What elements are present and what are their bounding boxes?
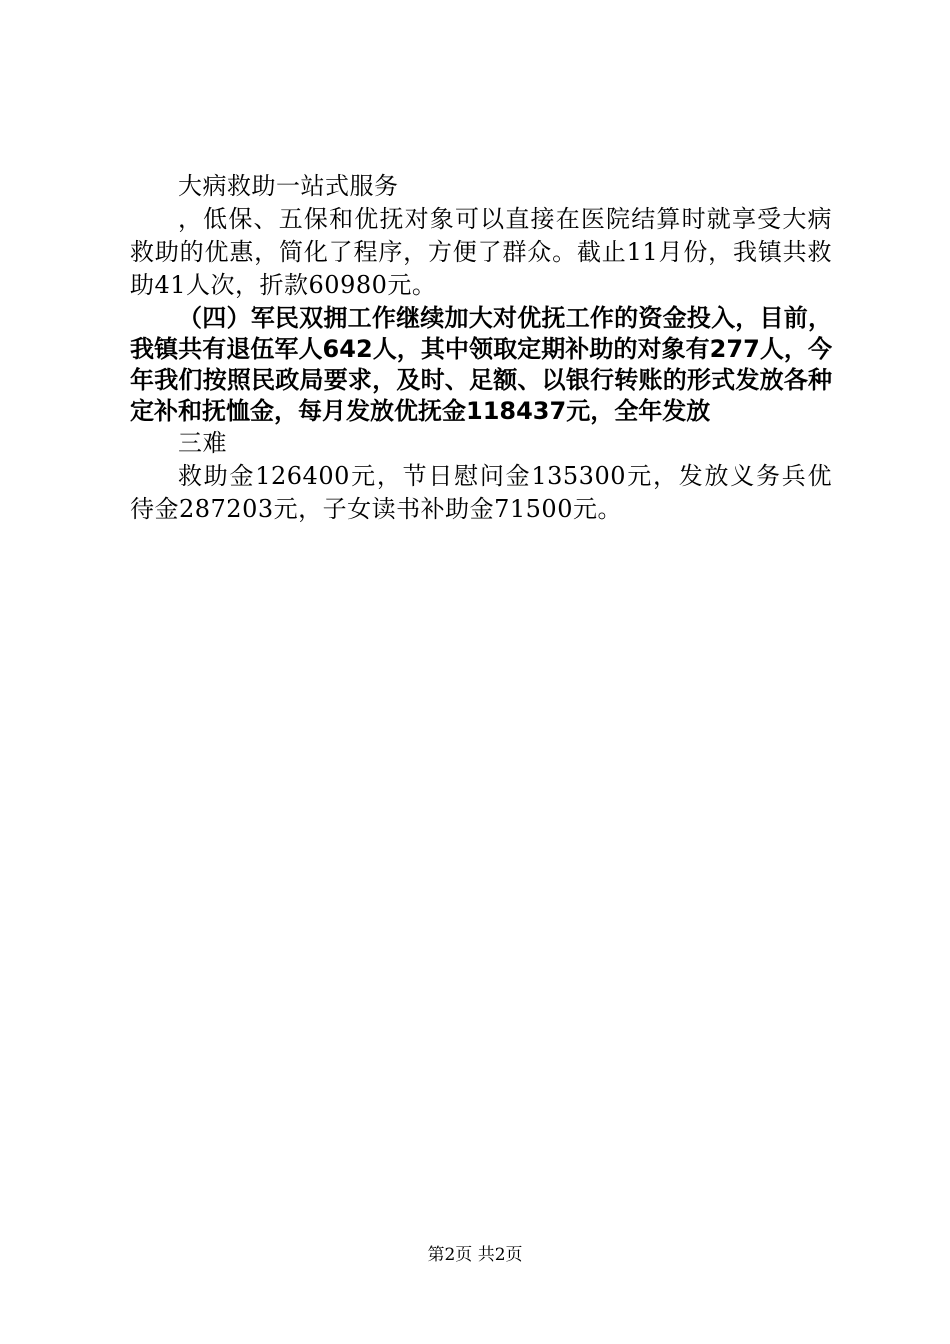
paragraph-major-illness-details: ，低保、五保和优抚对象可以直接在医院结算时就享受大病救助的优惠，简化了程序，方便了群众。截止11月份，我镇共救助41人次，折款60980元。 bbox=[130, 205, 832, 299]
paragraph-relief-funds: 救助金126400元，节日慰问金135300元，发放义务兵优待金287203元，子女读书补助金71500元。 bbox=[130, 462, 832, 523]
paragraph-military-support: （四）军民双拥工作继续加大对优抚工作的资金投入，目前，我镇共有退伍军人642人，其中领取定期补助的对象有277人，今年我们按照民政局要求，及时、足额、以银行转账的形式发放各种定补和抚恤金，每月发放优抚金118437元，全年发放 bbox=[130, 304, 832, 425]
page-number-footer: 第2页 共2页 bbox=[427, 1245, 523, 1265]
document-body bbox=[130, 170, 832, 526]
paragraph-three-difficulties: 三难 bbox=[178, 429, 227, 457]
paragraph-major-illness-service: 大病救助一站式服务 bbox=[178, 172, 399, 200]
